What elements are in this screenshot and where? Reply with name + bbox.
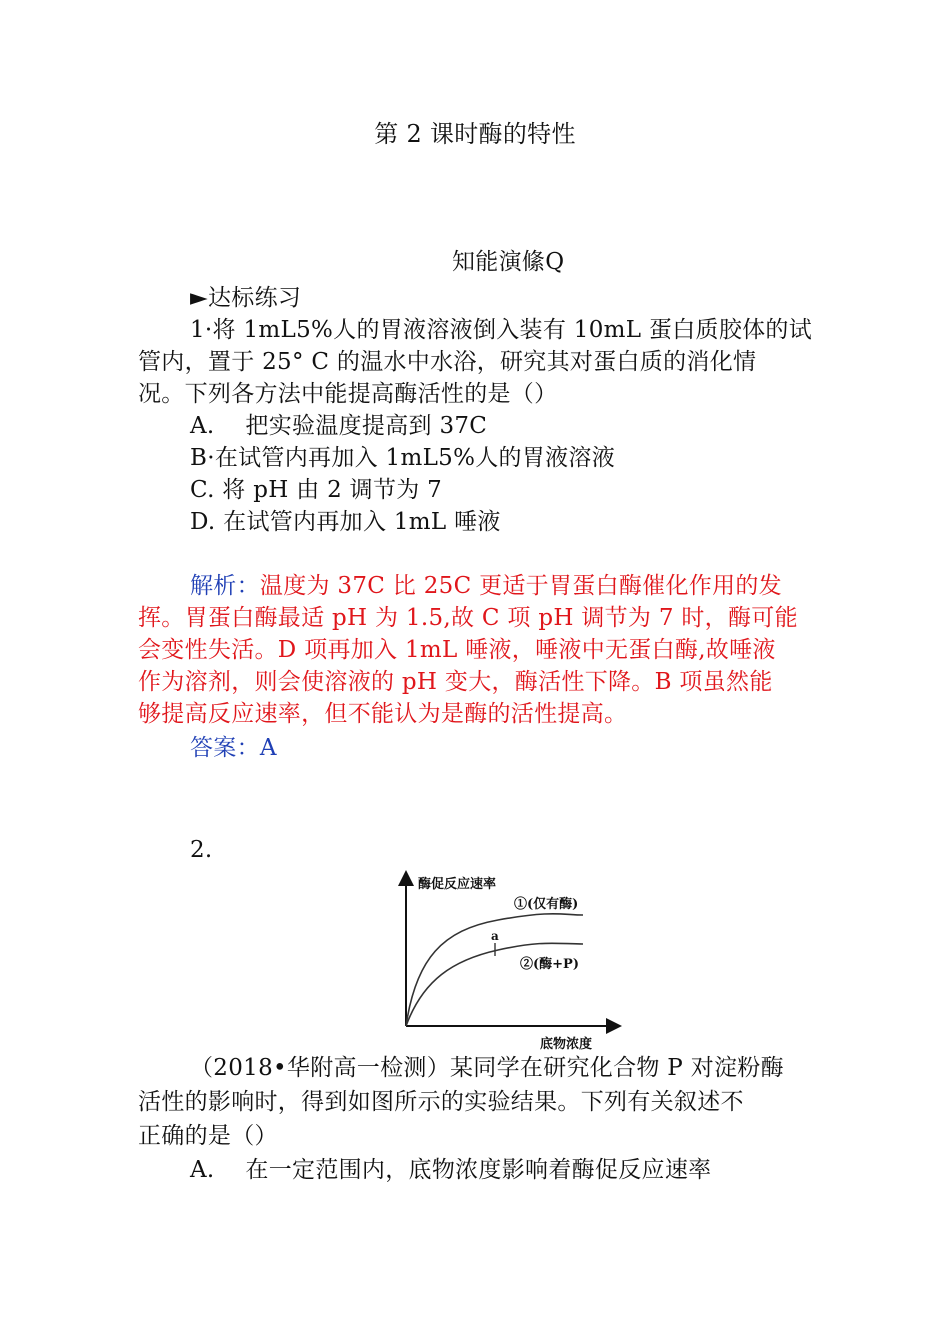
x-axis-label: 底物浓度 [540,1037,593,1052]
q1-analysis-line-5: 够提高反应速率，但不能认为是酶的活性提高。 [138,701,628,727]
point-a-label: a [491,929,499,943]
q1-analysis-line-1 [190,570,782,602]
q1-option-b: B·在试管内再加入 1mL5%人的胃液溶液 [190,445,616,471]
analysis-label: 解析： [190,573,260,599]
q1-analysis-line-2: 挥。胃蛋白酶最适 pH 为 1.5,故 C 项 pH 调节为 7 时，酶可能 [138,605,798,631]
answer-label: 答案： [190,735,260,761]
q2-stem-line-1: （2018•华附高一检测）某同学在研究化合物 P 对淀粉酶 [190,1055,784,1081]
q2-number: 2. [190,837,213,863]
curve1-label: ①(仅有酶) [514,897,579,912]
answer-value: A [259,735,277,761]
analysis-text: 温度为 37C 比 25C 更适于胃蛋白酶催化作用的发 [259,573,782,599]
enzyme-rate-figure [388,868,628,1056]
q2-stem-line-3: 正确的是（） [138,1123,278,1149]
page-title: 第 2 课时酶的特性 [374,120,576,148]
y-axis-label: 酶促反应速率 [418,877,497,892]
q2-option-a: A. 在一定范围内，底物浓度影响着酶促反应速率 [190,1157,712,1183]
q1-option-c: C. 将 pH 由 2 调节为 7 [190,477,443,503]
q1-stem-line-1: 1·将 1mL5%人的胃液溶液倒入装有 10mL 蛋白质胶体的试 [190,317,813,343]
q1-analysis-line-4: 作为溶剂，则会使溶液的 pH 变大，酶活性下降。B 项虽然能 [138,669,773,695]
curve2-label: ②(酶+P) [520,957,579,972]
section-subtitle: 知能演絛Q [452,249,565,275]
q2-stem-line-2: 活性的影响时，得到如图所示的实验结果。下列有关叙述不 [138,1089,744,1115]
q1-stem-line-2: 管内，置于 25° C 的温水中水浴，研究其对蛋白质的消化情 [138,349,757,375]
q1-stem-line-3: 况。下列各方法中能提高酶活性的是（） [138,381,558,407]
q1-option-d: D. 在试管内再加入 1mL 唾液 [190,509,501,535]
section-heading: ►达标练习 [190,285,302,311]
q1-analysis-line-3: 会变性失活。D 项再加入 1mL 唾液，唾液中无蛋白酶,故唾液 [138,637,776,663]
q1-option-a: A. 把实验温度提高到 37C [190,413,488,439]
q1-answer [190,732,277,764]
